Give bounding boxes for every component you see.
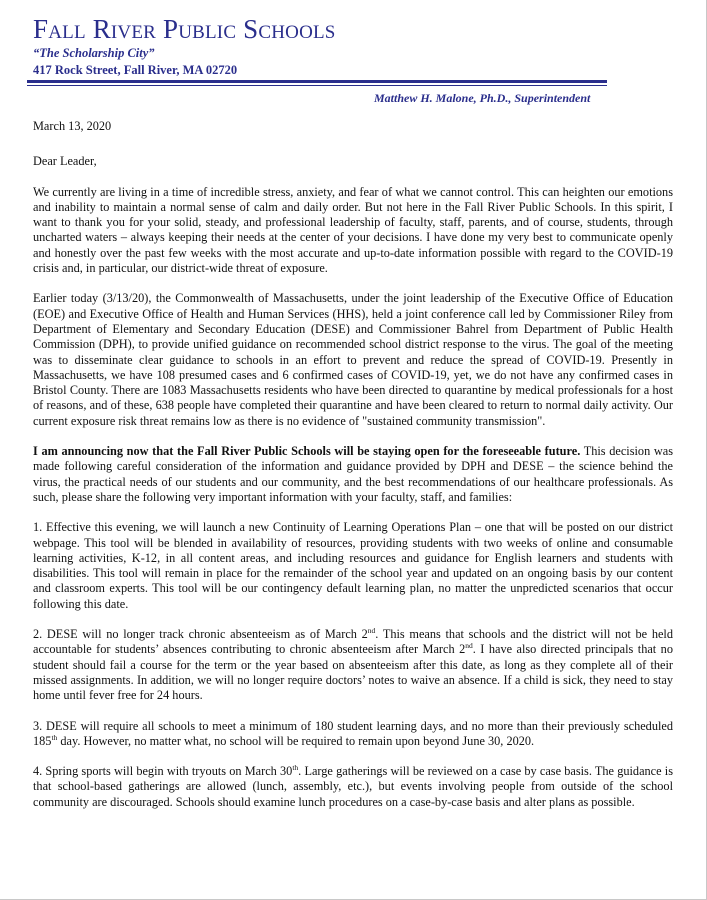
letter-date: March 13, 2020 xyxy=(33,119,112,133)
list-item-2-text-a: 2. DESE will no longer track chronic absenteeism as of March 2 xyxy=(33,627,368,642)
announcement-bold: I am announcing now that the Fall River Public Schools will be staying open for the foreseeable future. xyxy=(33,444,581,459)
list-item-3-text-a: 3. DESE will require all schools to meet a minimum of 180 student learning days, and no more than their previously scheduled 185 xyxy=(33,718,673,748)
superintendent-line: Matthew H. Malone, Ph.D., Superintendent xyxy=(374,91,591,105)
ordinal-superscript: th xyxy=(292,763,299,772)
list-item-4-text-b: . Large gatherings will be reviewed on a case by case basis. The guidance is that school-based gatherings are allowed (lunch, assembly, etc.), but events involving people from outside of the school community are discouraged. Schools should examine lunch procedures on a case-by-case basis and alter plans as possible. xyxy=(33,764,673,809)
ordinal-superscript: nd xyxy=(367,625,376,635)
list-item-2 xyxy=(33,627,673,703)
school-name: Fall River Public Schools xyxy=(33,14,336,44)
letterhead xyxy=(33,12,676,78)
paragraph-intro: We currently are living in a time of incredible stress, anxiety, and fear of what we cannot control. This can heighten our emotions and inability to maintain a normal sense of calm and daily order. But not here in the Fall River Public Schools. In this spirit, I want to thank you for your solid, steady, and professional leadership of faculty, staff, parents, and of course, students, through uncharted waters – always keeping their needs at the center of your decisions. I have done my very best to communicate openly and honestly over the past few weeks with the most accurate and up-to-date information possible with regard to the COVID-19 crisis and, in particular, our district-wide threat of exposure. xyxy=(33,184,673,276)
list-item-4 xyxy=(33,764,673,810)
list-item-4-text-a: 4. Spring sports will begin with tryouts on March 30 xyxy=(33,764,293,779)
letter-body xyxy=(33,119,673,825)
paragraph-announcement xyxy=(33,444,673,505)
ordinal-superscript: th xyxy=(51,732,58,742)
list-item-3-text-b: day. However, no matter what, no school will be required to remain upon beyond June 30, 2020. xyxy=(57,733,535,748)
letter-salutation: Dear Leader, xyxy=(33,154,97,169)
announcement-text: This decision was made following careful consideration of the information and guidance provided by DPH and DESE – the science behind the virus, the practical needs of our students and our community, and the best recommendations of our healthcare professionals. As such, please share the following very important information with your faculty, staff, and families: xyxy=(33,444,674,504)
list-item-3 xyxy=(33,719,673,750)
school-address: 417 Rock Street, Fall River, MA 02720 xyxy=(33,63,238,77)
list-item-1: 1. Effective this evening, we will launch a new Continuity of Learning Operations Plan – one that will be posted on our district webpage. This tool will be blended in availability of resources, providing students with two weeks of online and consumable learning activities, K-12, in all content areas, and including resources and guidance for English learners and students with disabilities. This tool will remain in place for the remainder of the school year and updated on an ongoing basis by our content and classroom experts. This tool will be our contingency default learning plan, no matter the unpredicted scenarios that occur following this date. xyxy=(33,520,673,611)
list-item-2-text-b: . This means that schools and the district will not be held accountable for students’ absences contributing to chronic absenteeism after March 2 xyxy=(33,627,673,657)
letterhead-rule-thick xyxy=(27,80,607,83)
list-item-2-text-c: . I have also directed principals that no student should fail a course for the term or the year based on absenteeism after this date, as long as they complete all of their missed assignments. In addition, we will no longer require doctors’ notes to waive an absence. If a child is sick, they need to stay home until fever free for 24 hours. xyxy=(33,642,673,703)
school-tagline: “The Scholarship City” xyxy=(33,46,155,60)
ordinal-superscript: nd xyxy=(465,641,473,651)
paragraph-state-guidance: Earlier today (3/13/20), the Commonwealth of Massachusetts, under the joint leadership of the Executive Office of Education (EOE) and Executive Office of Health and Human Services (HHS), held a joint conference call led by Commissioner Riley from Department of Elementary and Secondary Education (DESE) and Commissioner Bahrel from Department of Public Health Commission (DPH), to provide unified guidance on recommended school district response to the virus. The goal of the meeting was to disseminate clear guidance to schools in an effort to prevent and reduce the spread of COVID-19. Presently in Massachusetts, we have 108 presumed cases and 6 confirmed cases of COVID-19, yet, we do not have any confirmed cases in Bristol County. There are 1083 Massachusetts residents who have been directed to quarantine by medical professionals for a host of reasons, and of these, 638 people have completed their quarantine and have been cleared to return to normal daily activity. Our current exposure risk threat remains low as there is no evidence of "sustained community transmission". xyxy=(33,291,673,428)
letterhead-rule-thin xyxy=(27,85,607,86)
